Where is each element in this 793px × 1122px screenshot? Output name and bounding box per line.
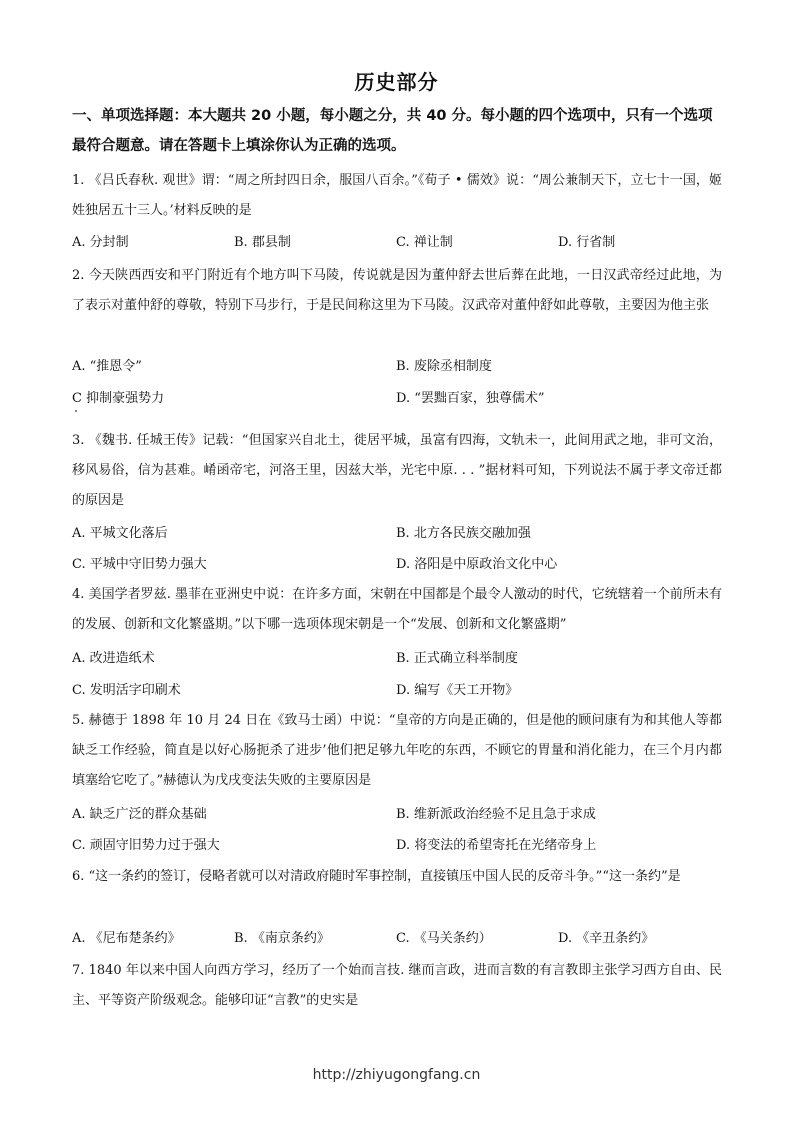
question-6-option-d: D. 《辛丑条约》 [558, 931, 655, 946]
question-5-stem: 5. 赫德于 1898 年 10 月 24 日在《致马士函）中说：“皇帝的方向是正确的，但是他的顾问康有为和其他人等都缺乏工作经验，简直是以好心肠扼杀了进步’他们把足够九年吃的东西，不顾它的胃量和消化能力，在三个月内都填塞给它吃了。”赫德认为戊戌变法失败的主要原因是 [72, 713, 722, 788]
question-4-option-c: C. 发明活字印刷术 [72, 683, 181, 698]
question-6-option-b: B. 《南京条约》 [234, 931, 330, 946]
question-4-option-a: A. 改进造纸术 [72, 651, 155, 666]
question-6-option-a: A. 《尼布楚条约》 [72, 931, 181, 946]
question-3-option-b: B. 北方各民族交融加强 [396, 526, 531, 541]
page-title: 历史部分 [354, 70, 439, 94]
section-header: 一、单项选择题：本大题共 20 小题，每小题之分，共 40 分。每小题的四个选项中，只有一个选项最符合题意。请在答题卡上填涂你认为正确的选项。 [72, 108, 713, 154]
footer-url: http://zhiyugongfang.cn [312, 1067, 481, 1083]
question-2-option-d: D. “罢黜百家，独尊儒术” [396, 391, 545, 406]
question-3-option-a: A. 平城文化落后 [72, 526, 168, 541]
question-4-option-d: D. 编写《天工开物》 [396, 683, 519, 698]
question-3-stem: 3. 《魏书. 任城王传》记载：“但国家兴自北土，徙居平城，虽富有四海，文轨未一，此间用武之地，非可文治，移风易俗，信为甚难。崤函帝宅，河洛王里，因兹大举，光宅中原. . . ”据材料可知，下列说法不属于孝文帝迁都的原因是 [72, 433, 722, 508]
question-6-stem: 6. “这一条约的签订，侵略者就可以对清政府随时军事控制，直接镇压中国人民的反帝斗争。”“这一条约”是 [72, 869, 681, 884]
question-1-option-b: B. 郡县制 [234, 235, 291, 250]
question-4-stem: 4. 美国学者罗兹. 墨菲在亚洲史中说：在许多方面，宋朝在中国都是个最令人激动的时代，它统辖着一个前所未有的发展、创新和文化繁盛期。”以下哪一选项体现宋朝是一个“发展、创新和文化繁盛期” [72, 587, 722, 632]
question-3-option-c: C. 平城中守旧势力强大 [72, 557, 207, 572]
question-2-option-c: C 抑制豪强势力 [72, 391, 165, 406]
question-5-option-c: C. 顽固守旧势力过于强大 [72, 838, 220, 853]
question-6-option-c: C. 《马关条约） [396, 931, 492, 946]
question-1-option-d: D. 行省制 [558, 235, 616, 250]
question-5-option-b: B. 维新派政治经验不足且急于求成 [396, 807, 596, 822]
question-1-stem: 1. 《吕氏春秋. 观世》谓：“周之所封四日余，服国八百余。”《荀子 • 儒效》说：“周公兼制天下，立七十一国，姬姓独居五十三人。’材料反映的是 [72, 173, 722, 218]
question-2-stem: 2. 今天陕西西安和平门附近有个地方叫下马陵，传说就是因为董仲舒去世后葬在此地，一日汉武帝经过此地，为了表示对董仲舒的尊敬，特别下马步行，于是民间称这里为下马陵。汉武帝对董仲舒如此尊敬，主要因为他主张 [72, 268, 722, 313]
question-5-option-a: A. 缺乏广泛的群众基础 [72, 807, 207, 822]
question-2-option-b: B. 废除丞相制度 [396, 359, 492, 374]
question-1-option-a: A. 分封制 [72, 235, 129, 250]
question-7-stem: 7. 1840 年以来中国人向西方学习，经历了一个始而言技. 继而言政，进而言数的有言教即主张学习西方自由、民主、平等资产阶级观念。能够印证“言教”的史实是 [72, 963, 722, 1008]
question-3-option-d: D. 洛阳是中原政治文化中心 [396, 557, 558, 572]
scan-speck [75, 410, 77, 412]
question-2-option-a: A. “推恩令” [72, 359, 142, 374]
question-5-option-d: D. 将变法的希望寄托在光绪帝身上 [396, 838, 597, 853]
question-1-option-c: C. 禅让制 [396, 235, 453, 250]
question-4-option-b: B. 正式确立科举制度 [396, 651, 518, 666]
